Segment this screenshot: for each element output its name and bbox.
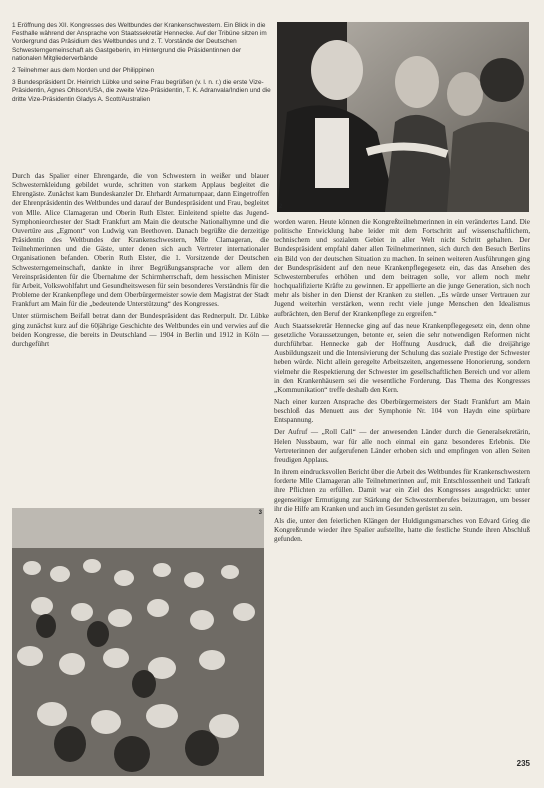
paragraph: Als die, unter den feierlichen Klängen der Huldigungsmarsches von Edvard Grieg die Kongreßrunde wieder ihre Spalier aufstellte, hatte die festliche Stunde ihren Abschluß gefunden. bbox=[274, 516, 530, 544]
paragraph: Der Aufruf — „Roll Call“ — der anwesenden Länder durch die Generalsekretärin, Helen Nussbaum, war für alle noch einmal ein ganz besonderes Erlebnis. Die Vertreterinnen der aufgerufenen Länder erhoben sich und empfingen von allen Seiten freudigen Applaus. bbox=[274, 428, 530, 464]
photo-image bbox=[277, 22, 529, 212]
caption-1 bbox=[12, 22, 272, 63]
article-left-column bbox=[12, 172, 269, 352]
paragraph: Unter stürmischem Beifall betrat dann der Bundespräsident das Rednerpult. Dr. Lübke ging zunächst kurz auf die 60jährige Geschichte des Weltbundes ein und verwies auf die beiden Kongresse, die bereits in Deutschland — 1904 in Berlin und 1912 in Köln — durchgeführt bbox=[12, 312, 269, 348]
caption-3 bbox=[12, 79, 272, 104]
caption-text: Teilnehmer aus dem Norden und der Philippinen bbox=[17, 67, 155, 75]
caption-number: 1 bbox=[12, 22, 16, 29]
photo-congress-crowd bbox=[12, 508, 264, 776]
photo-image bbox=[12, 508, 264, 776]
caption-number: 3 bbox=[12, 79, 16, 87]
caption-text: Bundespräsident Dr. Heinrich Lübke und seine Frau begrüßen (v. l. n. r.) die erste Vize-Präsidentin, Agnes Ohlson/USA, die zweite Vize-Präsidentin, T. K. Adranvala/Indien und die dritte Vize-Präsidentin Gladys A. Scott/Australien bbox=[12, 79, 271, 103]
photo-number: 2 bbox=[279, 204, 283, 210]
paragraph: In ihrem eindrucksvollen Bericht über die Arbeit des Weltbundes für Krankenschwestern forderte Mlle Clamageran alle Teilnehmerinnen auf, mit Entschlossenheit und Tatkraft ihre Pflichten zu erfüllen. Damit war ein Ziel des Kongresses ausgedrückt: unter gegenseitiger Ermutigung zur Stärkung der Schwesternberufes beizutragen, um besser ihr die Hilfe am Kranken und auch im Gesunden gerüstet zu sein. bbox=[274, 468, 530, 513]
paragraph: Durch das Spalier einer Ehrengarde, die von Schwestern in weißer und blauer Schwesternkleidung gebildet wurde, schritten von starkem Applaus begleitet die Ehrengäste. Zunächst kam Bundeskanzler Dr. Ehrhardt Armaturnpaar, dann Eingetroffen der Ehrenpräsidentin des Weltbundes und darauf der Bundespräsident und Frau, begleitet von Mlle. Alice Clamageran und Oberin Ruth Elster. Einleitend spielte das Jugend-Symphonieorchester der Stadt Frankfurt am Main die deutsche Nationalhymne und die Ouvertüre aus „Egmont“ von Ludwig van Beethoven. Danach begrüßte die derzeitige Präsidentin des Weltbundes der Krankenschwestern, Mlle Clamageran, die Teilnehmerinnen und die Gäste, unter denen sich auch Vertreter internationaler Organisationen befanden. Oberin Ruth Elster, die 1. Vorsitzende der Deutschen Schwesterngemeinschaft, dankte in ihrer Begrüßungsansprache vor allem den Vereinspräsidenten für die Übernahme der Schirmherrschaft, dem hessischen Minister für Arbeit, Volkswohlfahrt und Gesundheitswesen für sein besonderes Verständnis für die Probleme der Krankenpflege und dem Oberbürgermeister sowie dem Magistrat der Stadt Frankfurt am Main für die „bedeutende Unterstützung“ des Kongresses. bbox=[12, 172, 269, 309]
photo-captions bbox=[12, 22, 272, 108]
photo-president-greeting bbox=[277, 22, 529, 212]
paragraph: Nach einer kurzen Ansprache des Oberbürgermeisters der Stadt Frankfurt am Main beschloß das Menuett aus der Symphonie Nr. 104 von Haydn eine spürbare Entspannung. bbox=[274, 397, 530, 425]
article-right-column bbox=[274, 218, 530, 547]
photo-number: 3 bbox=[258, 510, 262, 516]
page-number: 235 bbox=[516, 759, 530, 768]
paragraph: Auch Staatssekretär Hennecke ging auf das neue Krankenpflegegesetz ein, denn ohne gesetzliche Voraussetzungen, betonte er, seien die sehr notwendigen Reformen nicht durchführbar. Hennecke gab der Hoffnung Ausdruck, daß die dreijährige Ausbildungszeit und die Intensivierung der Schulung das soziale Prestige der Schwester heben würde. Nicht allein geregelte Arbeitszeiten, angemessene Honorierung, sondern vielmehr die Respektierung der Schwester im gesellschaftlichen Bereich und vor allem in den Krankenhäusern sei die wesentliche Forderung. Das Thema des Kongresses „Kommunikation“ treffe deshalb den Kern. bbox=[274, 321, 530, 394]
paragraph: worden waren. Heute können die Kongreßteilnehmerinnen in ein verändertes Land. Die politische Entwicklung habe leider mit dem Fortschritt auf wissenschaftlichem, technischem und sozialem Gebiet in aller Welt nicht Schritt gehalten. Der Bundespräsident empfahl daher allen Teilnehmerinnen, sich durch den Besuch Berlins ein Bild von der deutschen Situation zu machen. In seinen weiteren Ausführungen ging der Bundespräsident auf den neue Krankenpflegegesetz ein, das das Ansehen des Schwesternberufes erhöhen und dem beitragen solle, vor allem noch mehr hochqualifizierte Kräfte zu gewinnen. Er appellierte an die junge Generation, sich noch mehr als bisher in den Dienst der Kranken zu stellen. „Es würde unser Vertrauen zur Jugend weiterhin verstärken, wenn recht viele junge Menschen den Idealismus aufbrächten, den Beruf der Krankenpflege zu ergreifen.“ bbox=[274, 218, 530, 318]
caption-text: Eröffnung des XII. Kongresses des Weltbundes der Krankenschwestern. Ein Blick in die Festhalle während der Ansprache von Staatssekretär Hennecke. Auf der Tribüne sitzen im Vordergrund das Präsidium des Weltbundes und z. T. Vorstände der Deutschen Schwesterngemeinschaft als Gastgeberin, im Hintergrund die Präsidentinnen der nationalen Mitgliederverbände bbox=[12, 22, 267, 62]
caption-2 bbox=[12, 67, 272, 75]
caption-number: 2 bbox=[12, 67, 16, 75]
